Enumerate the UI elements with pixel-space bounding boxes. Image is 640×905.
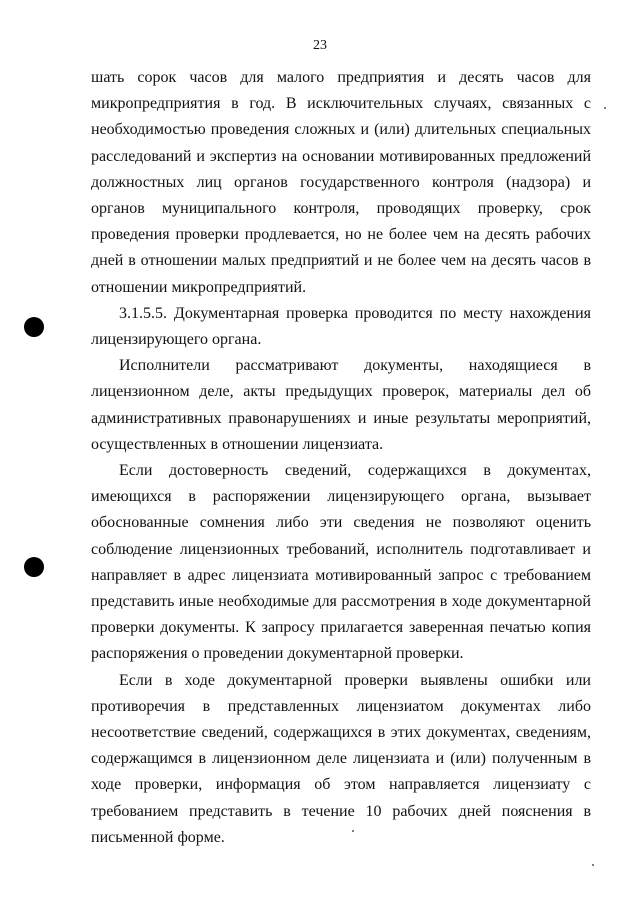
scan-speck [352, 830, 354, 832]
paragraph-executors: Исполнители рассматривают документы, находящиеся в лицензионном деле, акты предыдущих проверок, материалы дел об административных правонарушениях и иные результаты мероприятий, осуществленных в отношении лицензиата. [91, 357, 591, 453]
punch-hole-bottom [24, 557, 44, 577]
paragraph-errors: Если в ходе документарной проверки выявлены ошибки или противоречия в представленных лицензиатом документах либо несоответствие сведений, содержащихся в этих документах, сведениям, содержащимся в лицензионном деле лицензиата и (или) полученным в ходе проверки, информация об этом направляется лицензиату с требованием представить в течение 10 рабочих дней пояснения в письменной форме. [91, 671, 591, 846]
document-body [91, 65, 591, 851]
paragraph-3-1-5-5: 3.1.5.5. Документарная проверка проводится по месту нахождения лицензирующего органа. [91, 304, 591, 349]
scan-speck [592, 864, 594, 866]
paragraph-reliability: Если достоверность сведений, содержащихся в документах, имеющихся в распоряжении лицензирующего органа, вызывает обоснованные сомнения либо эти сведения не позволяют оценить соблюдение лицензионных требований, исполнитель подготавливает и направляет в адрес лицензиата мотивированный запрос с требованием представить иные необходимые для рассмотрения в ходе документарной проверки документы. К запросу прилагается заверенная печатью копия распоряжения о проведении документарной проверки. [91, 462, 591, 663]
scan-speck [604, 107, 606, 109]
punch-hole-top [24, 317, 44, 337]
paragraph-continuation: шать сорок часов для малого предприятия и десять часов для микропредприятия в год. В исключительных случаях, связанных с необходимостью проведения сложных и (или) длительных специальных расследований и экспертиз на основании мотивированных предложений должностных лиц органов государственного контроля (надзора) и органов муниципального контроля, проводящих проверку, срок проведения проверки продлевается, но не более чем на десять рабочих дней в отношении малых предприятий и не более чем на десять часов в отношении микропредприятий. [91, 69, 591, 296]
page-number: 23 [313, 38, 327, 53]
